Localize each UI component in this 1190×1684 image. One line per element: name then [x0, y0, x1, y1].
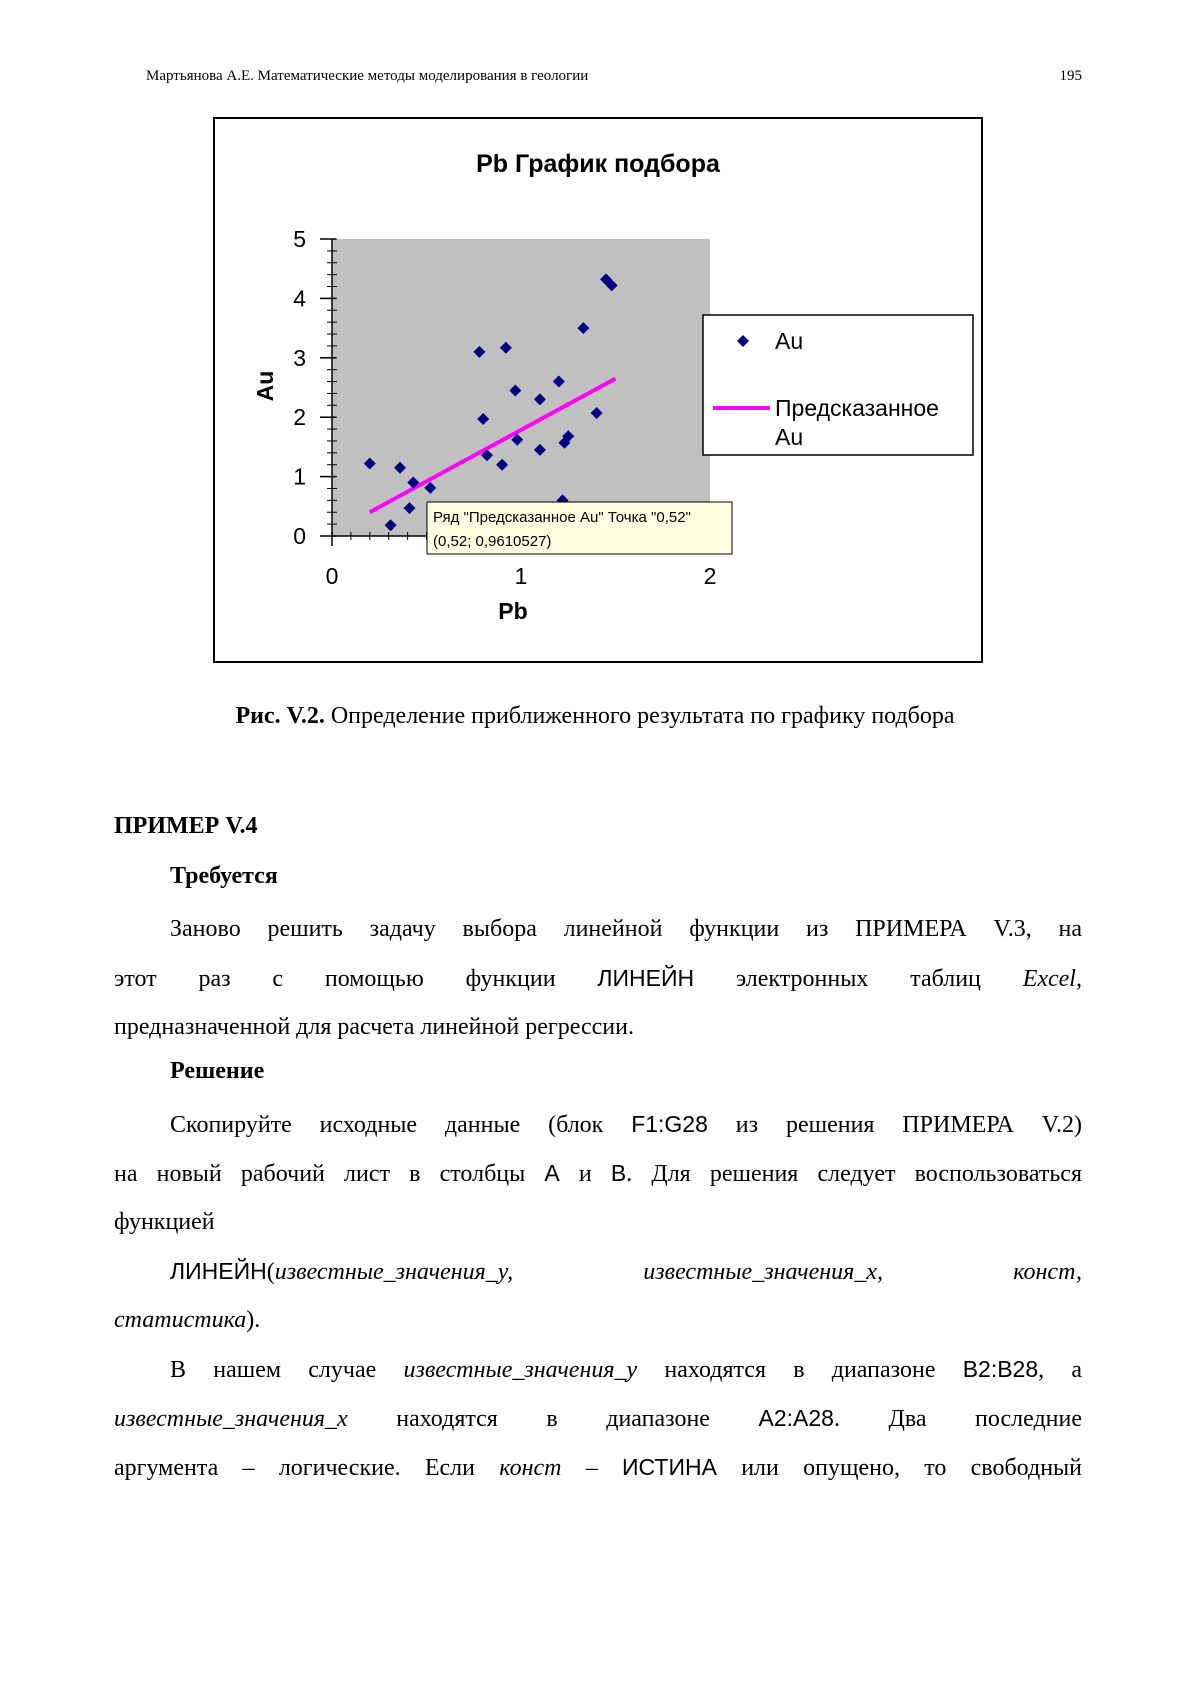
y-tick-label: 0	[293, 523, 306, 549]
tooltip-line-2: (0,52; 0,9610527)	[433, 533, 552, 550]
p2-line1-a: Скопируйте исходные данные (блок	[170, 1112, 632, 1138]
x-axis-label: Pb	[498, 598, 528, 624]
p1-line2-c: ,	[1075, 966, 1082, 992]
legend-label-predicted-1: Предсказанное	[775, 395, 939, 421]
p3-line3-a: аргумента – логические. Если	[114, 1455, 500, 1481]
formula-function: ЛИНЕЙН	[170, 1258, 267, 1284]
paragraph-1-line-2	[114, 954, 1082, 1003]
known-y-term: известные_значения_y	[403, 1357, 638, 1383]
p3-line2-b: . Два последние	[833, 1406, 1082, 1432]
x-tick-label: 0	[325, 563, 339, 589]
legend-label-au: Au	[775, 328, 804, 354]
paragraph-3-line-2	[114, 1394, 1082, 1443]
tooltip-line-1: Ряд "Предсказанное Au" Точка "0,52"	[433, 509, 691, 526]
y-tick-label: 5	[293, 226, 306, 252]
excel-word: Excel	[1022, 966, 1076, 992]
y-tick-label: 1	[293, 463, 306, 490]
paragraph-3-line-1	[114, 1345, 1082, 1394]
formula-line-2	[114, 1296, 1082, 1345]
figure-label: Рис. V.2.	[235, 703, 325, 729]
chart-frame	[213, 117, 983, 663]
required-heading: Требуется	[170, 863, 278, 889]
paragraph-2-line-1	[114, 1100, 1082, 1149]
range-b: B2:B28	[962, 1356, 1039, 1382]
figure-caption-text: Определение приближенного результата по графику подбора	[324, 703, 955, 729]
known-x-term: известные_значения_x	[114, 1406, 348, 1432]
formula-arg-x: известные_значения_x,	[643, 1259, 883, 1285]
paragraph-2-line-3: функцией	[114, 1209, 215, 1235]
p3-line2-a: находятся в диапазоне	[396, 1406, 759, 1432]
paragraph-1-line-3: предназначенной для расчета линейной регрессии.	[114, 1014, 634, 1040]
x-tick-label: 2	[703, 563, 717, 589]
y-axis-label: Au	[252, 370, 278, 402]
formula-arg-stats: статистика	[114, 1307, 247, 1333]
y-tick-label: 3	[293, 344, 306, 371]
p2-line2-a: на новый рабочий лист в столбцы	[114, 1161, 545, 1187]
p3-line3-c: или опущено, то свободный	[741, 1455, 1083, 1481]
legend-label-predicted-2: Au	[775, 424, 804, 450]
column-a: A	[544, 1160, 560, 1186]
paragraph-2-line-2	[114, 1149, 1082, 1198]
paragraph-1-line-1	[114, 905, 1082, 954]
page-number: 195	[1059, 68, 1082, 84]
page-header	[146, 68, 1082, 92]
column-b: B	[610, 1160, 627, 1186]
p2-line1-b: из решения ПРИМЕРА V.2)	[735, 1112, 1083, 1138]
formula-line-1	[114, 1247, 1082, 1296]
p1-line2-b: электронных таблиц	[735, 966, 1023, 992]
formula-close: ).	[246, 1307, 261, 1333]
formula-head	[114, 1259, 513, 1285]
plot-area	[332, 239, 710, 536]
y-tick-label: 2	[293, 404, 306, 431]
p1-line1-text: Заново решить задачу выбора линейной функции из ПРИМЕРА V.3, на	[170, 916, 1082, 942]
formula-arg-y: известные_значения_y,	[274, 1259, 514, 1285]
x-tick-label: 1	[514, 563, 528, 589]
p3-line3-b: –	[561, 1455, 623, 1481]
function-name-linest: ЛИНЕЙН	[597, 965, 695, 991]
p2-line2-b: . Для решения следует воспользоваться	[626, 1161, 1082, 1187]
example-heading: ПРИМЕР V.4	[114, 813, 258, 839]
true-term: ИСТИНА	[622, 1454, 717, 1480]
scatter-chart	[215, 119, 981, 661]
p3-line1-a: В нашем случае	[170, 1357, 404, 1383]
range-a: A2:A28	[758, 1405, 834, 1431]
y-tick-label: 4	[293, 285, 306, 312]
chart-title: Pb График подбора	[476, 150, 720, 178]
p3-line1-c: , а	[1038, 1357, 1083, 1383]
block-ref: F1:G28	[631, 1111, 708, 1137]
p3-line1-b: находятся в диапазоне	[664, 1357, 963, 1383]
figure-caption	[0, 703, 1190, 730]
const-term: конст	[499, 1455, 562, 1481]
p2-line2-and: и	[559, 1161, 611, 1187]
p1-line2-a: этот раз с помощью функции	[114, 966, 598, 992]
paragraph-3-line-3	[114, 1443, 1082, 1492]
formula-arg-const: конст,	[1013, 1259, 1083, 1285]
solution-heading: Решение	[170, 1058, 265, 1084]
running-title: Мартьянова А.Е. Математические методы моделирования в геологии	[146, 68, 589, 84]
formula-open: (	[266, 1259, 275, 1285]
